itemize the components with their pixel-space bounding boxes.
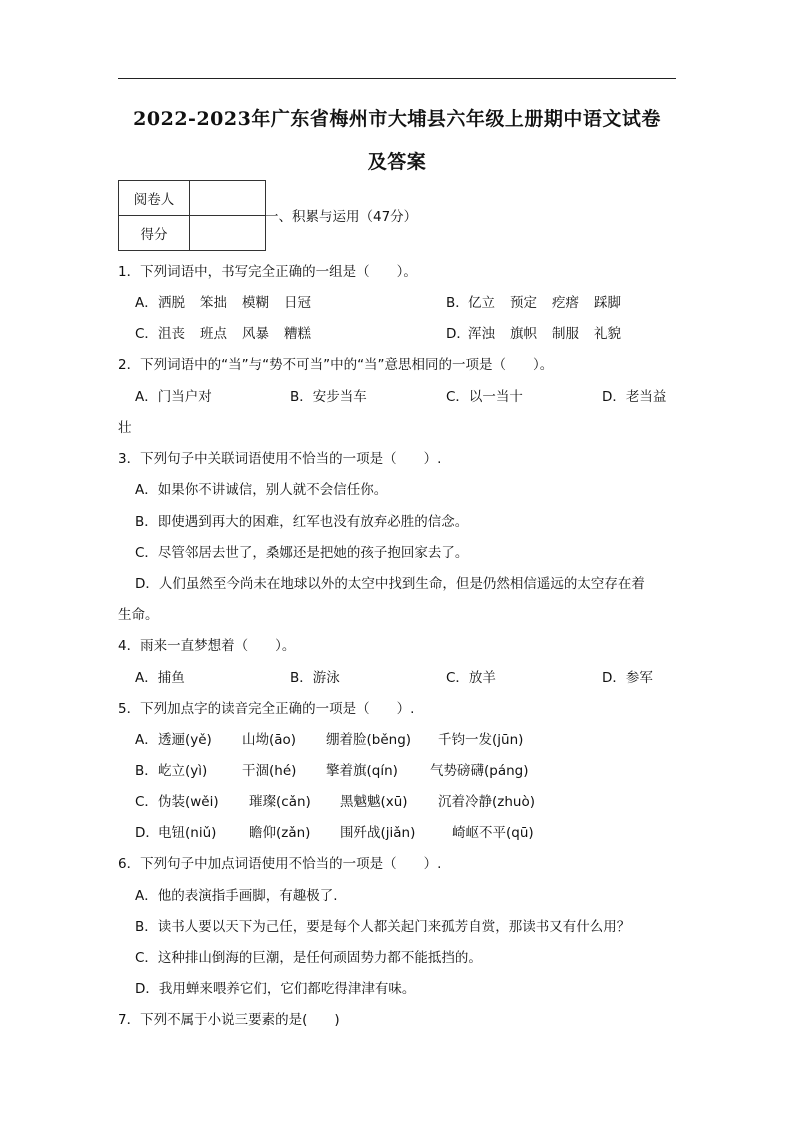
option-letter: B． — [446, 295, 469, 311]
question-4-option-c: C．放羊 — [446, 670, 496, 686]
option-word: 班点 — [200, 326, 227, 342]
option-letter: D． — [446, 326, 470, 342]
question-4-stem: 4．雨来一直梦想着（ ）。 — [118, 638, 296, 654]
option-word: 制服 — [552, 326, 579, 342]
option-letter: C． — [135, 326, 158, 342]
question-4-option-b: B．游泳 — [290, 670, 340, 686]
option-word: 日冠 — [284, 295, 311, 311]
reviewer-label: 阅卷人 — [119, 181, 190, 216]
option-letter: B． — [135, 763, 158, 779]
score-field[interactable] — [190, 216, 266, 251]
question-4-option-d: D．参军 — [602, 670, 653, 686]
option-word: 崎岖不平(qū) — [452, 825, 534, 841]
option-word: 干涸(hé) — [242, 763, 297, 779]
option-word: 瞻仰(zǎn) — [249, 825, 311, 841]
document-title-line1: 2022-2023年广东省梅州市大埔县六年级上册期中语文试卷 — [133, 108, 661, 130]
header-rule — [118, 78, 676, 79]
option-word: 山坳(āo) — [242, 732, 297, 748]
question-3-option-a: A．如果你不讲诚信，别人就不会信任你。 — [135, 482, 388, 498]
question-3-stem: 3．下列句子中关联词语使用不恰当的一项是（ ）. — [118, 451, 442, 467]
option-letter: A． — [135, 295, 158, 311]
option-word: 璀璨(cǎn) — [249, 794, 311, 810]
reviewer-field[interactable] — [190, 181, 266, 216]
option-letter: A． — [135, 732, 158, 748]
option-word: 黑魆魆(xū) — [340, 794, 408, 810]
option-word: 模糊 — [242, 295, 269, 311]
question-2-option-d: D．老当益 — [602, 389, 667, 405]
option-word: 旗帜 — [510, 326, 537, 342]
option-word: 沉着冷静(zhuò) — [438, 794, 535, 810]
question-6-option-b: B．读书人要以天下为己任，要是每个人都关起门来孤芳自赏，那读书又有什么用？ — [135, 919, 631, 935]
question-6-option-a: A．他的表演指手画脚，有趣极了. — [135, 888, 338, 904]
question-2-option-b: B．安步当车 — [290, 389, 367, 405]
option-letter: C． — [135, 794, 158, 810]
question-2-option-d-continued: 壮 — [118, 420, 132, 436]
option-word: 沮丧 — [158, 326, 185, 342]
score-label: 得分 — [119, 216, 190, 251]
question-2-option-c: C．以一当十 — [446, 389, 523, 405]
option-word: 笨拙 — [200, 295, 227, 311]
option-word: 围歼战(jiǎn) — [340, 825, 416, 841]
question-4-option-a: A．捕鱼 — [135, 670, 185, 686]
option-word: 电钮(niǔ) — [158, 825, 217, 841]
section-heading: 一、积累与运用（47分） — [265, 209, 418, 225]
option-word: 洒脱 — [158, 295, 185, 311]
option-word: 绷着脸(běng) — [326, 732, 412, 748]
option-word: 踩脚 — [594, 295, 621, 311]
question-6-option-c: C．这种排山倒海的巨潮，是任何顽固势力都不能抵挡的。 — [135, 950, 482, 966]
option-word: 礼貌 — [594, 326, 621, 342]
option-word: 擎着旗(qín) — [326, 763, 398, 779]
option-word: 浑浊 — [468, 326, 495, 342]
question-3-option-c: C．尽管邻居去世了，桑娜还是把她的孩子抱回家去了。 — [135, 545, 469, 561]
option-word: 伪装(wěi) — [158, 794, 219, 810]
option-word: 屹立(yì) — [158, 763, 208, 779]
question-1-stem: 1．下列词语中，书写完全正确的一组是（ ）。 — [118, 264, 417, 280]
option-word: 疙瘩 — [552, 295, 579, 311]
option-word: 亿立 — [468, 295, 495, 311]
option-word: 透逦(yě) — [158, 732, 212, 748]
option-word: 糟糕 — [284, 326, 311, 342]
question-6-option-d: D．我用蝉来喂养它们，它们都吃得津津有味。 — [135, 981, 416, 997]
option-word: 预定 — [510, 295, 537, 311]
option-word: 风暴 — [242, 326, 269, 342]
option-word: 气势磅礴(páng) — [430, 763, 529, 779]
question-2-stem: 2．下列词语中的“当”与“势不可当”中的“当”意思相同的一项是（ ）。 — [118, 357, 554, 373]
question-2-option-a: A．门当户对 — [135, 389, 212, 405]
question-6-stem: 6．下列句子中加点词语使用不恰当的一项是（ ）. — [118, 856, 442, 872]
question-3-option-d: D．人们虽然至今尚未在地球以外的太空中找到生命，但是仍然相信遥远的太空存在着 — [135, 576, 645, 592]
option-letter: D． — [135, 825, 159, 841]
question-3-option-b: B．即使遇到再大的困难，红军也没有放弃必胜的信念。 — [135, 514, 469, 530]
option-word: 千钧一发(jūn) — [438, 732, 524, 748]
grader-table — [118, 180, 266, 251]
document-title-line2: 及答案 — [367, 151, 427, 173]
question-3-option-d-continued: 生命。 — [118, 607, 159, 623]
question-5-stem: 5．下列加点字的读音完全正确的一项是（ ）. — [118, 701, 415, 717]
question-7-stem: 7．下列不属于小说三要素的是( ) — [118, 1012, 340, 1028]
